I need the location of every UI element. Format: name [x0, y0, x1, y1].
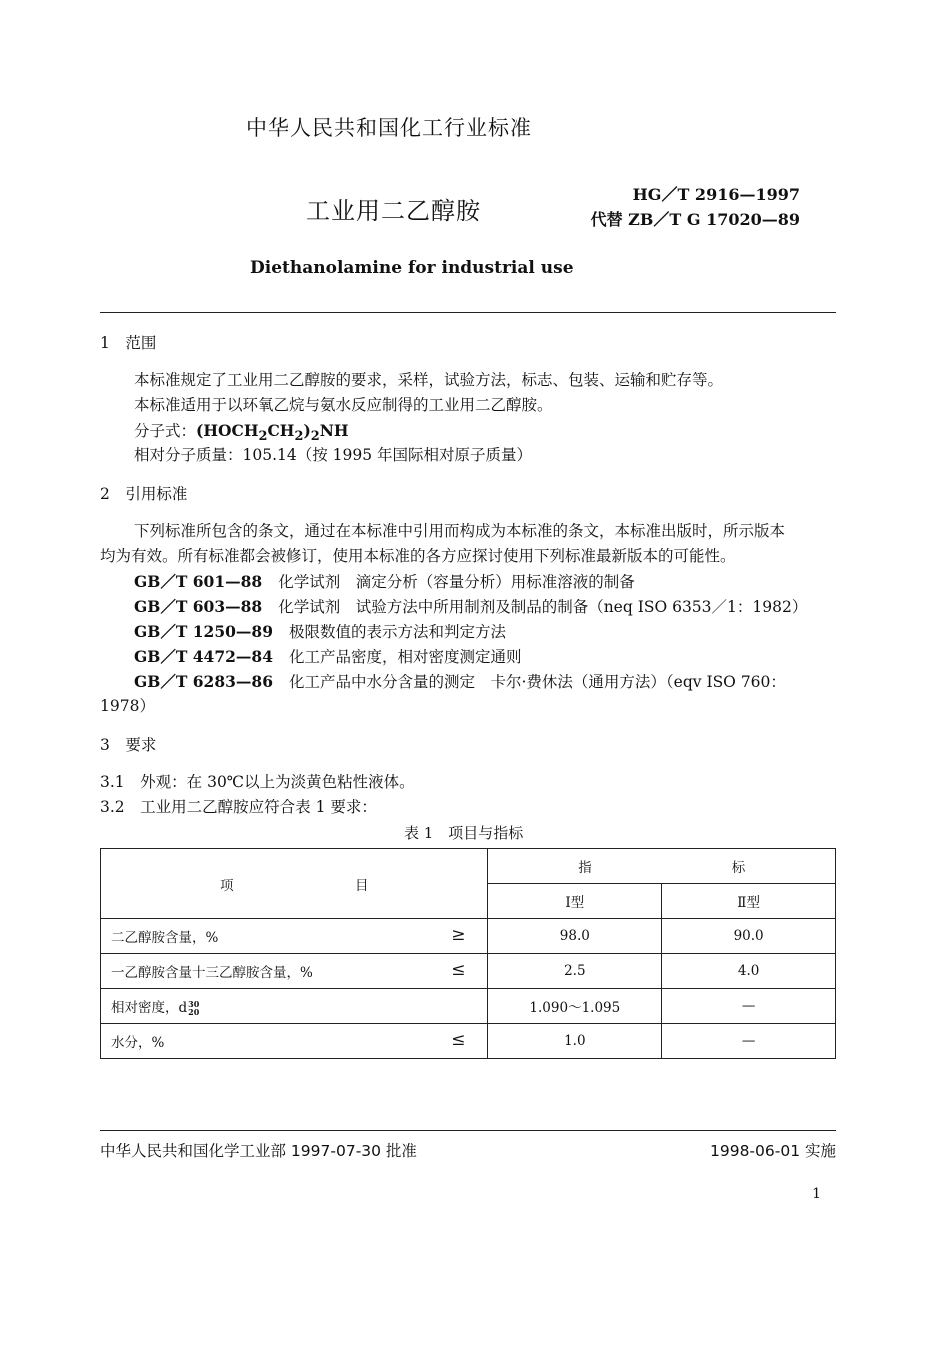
formula-sub-2: 2 — [294, 429, 304, 445]
reference-text: 化工产品中水分含量的测定 卡尔·费休法（通用方法）（eqv ISO 760： — [288, 673, 786, 691]
table-header-row — [101, 849, 836, 884]
molecular-mass: 相对分子质量：105.14（按 1995 年国际相对原子质量） — [134, 446, 533, 464]
section3-heading: 3 要求 — [100, 736, 157, 754]
reference-item — [100, 569, 874, 595]
formula-part-a: (HOCH — [196, 421, 259, 440]
row-item-label: 相对密度，d — [111, 999, 188, 1016]
section2-heading: 2 引用标准 — [100, 485, 188, 503]
row-item — [101, 1024, 488, 1059]
reference-text: 化学试剂 滴定分析（容量分析）用标准溶液的制备 — [278, 573, 635, 591]
reference-text: 化学试剂 试验方法中所用制剂及制品的制备（neq ISO 6353／1：1982） — [278, 598, 808, 616]
formula-part-b: CH — [267, 421, 295, 440]
reference-text: 极限数值的表示方法和判定方法 — [288, 623, 506, 641]
reference-code: GB／T 6283—86 — [134, 672, 273, 691]
row-item-label: 一乙醇胺含量十三乙醇胺含量，% — [111, 965, 313, 981]
formula-label: 分子式： — [134, 422, 197, 440]
document-title: 工业用二乙醇胺 — [306, 197, 481, 225]
row-item-label: 水分，% — [111, 1035, 165, 1051]
header-rule — [100, 312, 836, 313]
reference-text: 化工产品密度，相对密度测定通则 — [288, 648, 522, 666]
footer-rule — [100, 1130, 836, 1131]
row-value-type2: — — [662, 1024, 836, 1059]
header-index — [488, 849, 836, 884]
header-index-2: 标 — [731, 860, 746, 876]
row-value-type1: 2.5 — [488, 954, 662, 989]
clause-3-2: 3.2 工业用二乙醇胺应符合表 1 要求： — [100, 798, 377, 816]
row-item — [101, 954, 488, 989]
table-row — [101, 989, 836, 1024]
header-type-1: Ⅰ型 — [488, 884, 662, 919]
reference-continuation: 1978） — [100, 697, 155, 715]
reference-item — [100, 619, 874, 645]
formula-part-c: ) — [303, 421, 311, 440]
section1-heading: 1 范围 — [100, 334, 157, 352]
reference-code: GB／T 601—88 — [134, 572, 263, 591]
header-type-2: Ⅱ型 — [662, 884, 836, 919]
row-value-type2: — — [662, 989, 836, 1024]
standard-codes — [591, 182, 800, 232]
effective-date: 1998-06-01 实施 — [709, 1142, 836, 1160]
clause-3-1: 3.1 外观：在 30℃以上为淡黄色粘性液体。 — [100, 773, 415, 791]
reference-item — [100, 669, 874, 695]
row-item — [101, 919, 488, 954]
density-sub: 20 — [188, 1007, 200, 1018]
header-index-1: 指 — [578, 860, 592, 876]
density-sup: 30 — [188, 999, 200, 1010]
row-operator: ≤ — [451, 1030, 466, 1050]
reference-code: GB／T 603—88 — [134, 597, 263, 616]
row-item-label: 二乙醇胺含量，% — [111, 930, 219, 946]
reference-code: GB／T 4472—84 — [134, 647, 273, 666]
section1-line-2: 本标准适用于以环氧乙烷与氨水反应制得的工业用二乙醇胺。 — [134, 396, 553, 414]
section2-intro-1: 下列标准所包含的条文，通过在本标准中引用而构成为本标准的条文，本标准出版时，所示版本 — [134, 522, 786, 540]
english-title: Diethanolamine for industrial use — [250, 258, 574, 278]
reference-item — [100, 644, 874, 670]
header-item: 项 目 — [101, 849, 488, 919]
table-row — [101, 954, 836, 989]
table-row — [101, 1024, 836, 1059]
formula-part-d: NH — [319, 421, 349, 440]
formula-sub-1: 2 — [258, 429, 268, 445]
formula-sub-3: 2 — [310, 429, 320, 445]
row-operator: ≥ — [451, 925, 466, 945]
spec-table — [100, 848, 836, 1059]
approval-note: 中华人民共和国化学工业部 1997-07-30 批准 — [100, 1142, 417, 1160]
table-row — [101, 919, 836, 954]
standard-code: HG／T 2916—1997 — [632, 185, 800, 204]
reference-code: GB／T 1250—89 — [134, 622, 273, 641]
row-value-type1: 98.0 — [488, 919, 662, 954]
row-value-type2: 4.0 — [662, 954, 836, 989]
table-caption: 表 1 项目与指标 — [404, 824, 524, 842]
row-item — [101, 989, 488, 1024]
row-value-type2: 90.0 — [662, 919, 836, 954]
row-operator: ≤ — [451, 960, 466, 980]
reference-item — [100, 594, 874, 620]
standard-category: 中华人民共和国化工行业标准 — [246, 116, 532, 140]
section2-intro-2: 均为有效。所有标准都会被修订，使用本标准的各方应探讨使用下列标准最新版本的可能性。 — [100, 547, 736, 565]
row-value-type1: 1.090～1.095 — [488, 989, 662, 1024]
replaces-code: 代替 ZB／T G 17020—89 — [590, 210, 800, 229]
row-value-type1: 1.0 — [488, 1024, 662, 1059]
page-number: 1 — [812, 1186, 821, 1202]
section1-line-1: 本标准规定了工业用二乙醇胺的要求，采样，试验方法，标志、包装、运输和贮存等。 — [134, 371, 724, 389]
